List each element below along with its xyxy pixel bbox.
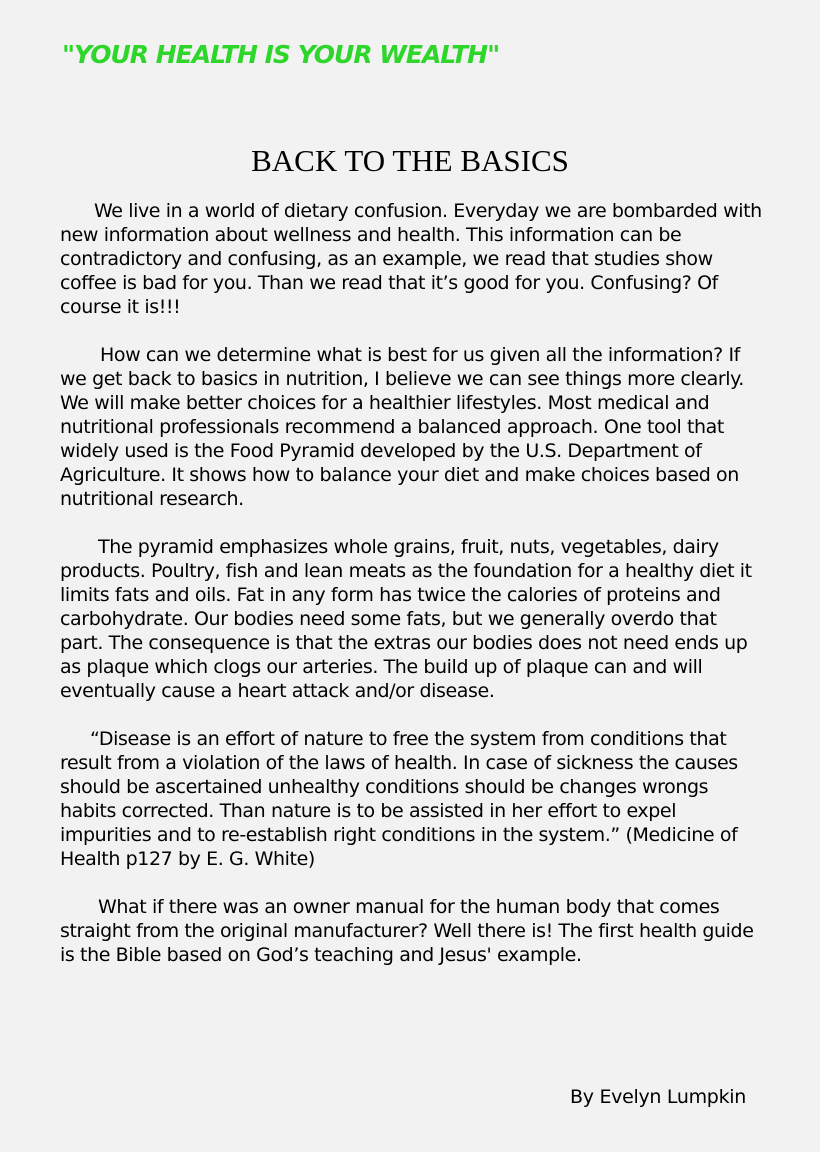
paragraph-3-text: The pyramid emphasizes whole grains, fruit, nuts, vegetables, dairy products. Poultry, fish and lean meats as the foundation for a healthy diet it limits fats and oils. Fat in any form has twice the calories of proteins and carbohydrate. Our bodies need some fats, but we generally overdo that part. The consequence is that the extras our bodies does not need ends up as plaque which clogs our arteries. The build up of plaque can and will eventually cause a heart attack and/or disease. (60, 536, 752, 702)
tagline: "YOUR HEALTH IS YOUR WEALTH" (62, 40, 500, 69)
paragraph-3 (60, 535, 765, 703)
paragraph-1 (60, 199, 765, 319)
paragraph-5-text: What if there was an owner manual for the human body that comes straight from the original manufacturer? Well there is! The first health guide is the Bible based on God’s teaching and Jesus' example. (60, 896, 754, 966)
paragraph-1-text: We live in a world of dietary confusion. Everyday we are bombarded with new information about wellness and health. This information can be contradictory and confusing, as an example, we read that studies show coffee is bad for you. Than we read that it’s good for you. Confusing? Of course it is!!! (60, 200, 762, 318)
page-title: BACK TO THE BASICS (251, 143, 569, 178)
paragraph-2 (60, 343, 765, 511)
paragraph-4-quote (60, 727, 765, 871)
paragraph-2-text: How can we determine what is best for us given all the information? If we get back to basics in nutrition, I believe we can see things more clearly. We will make better choices for a healthier lifestyles. Most medical and nutritional professionals recommend a balanced approach. One tool that widely used is the Food Pyramid developed by the U.S. Department of Agriculture. It shows how to balance your diet and make choices based on nutritional research. (60, 344, 744, 510)
article-body (60, 199, 765, 991)
paragraph-4-text: “Disease is an effort of nature to free the system from conditions that result from a violation of the laws of health. In case of sickness the causes should be ascertained unhealthy conditions should be changes wrongs habits corrected. Than nature is to be assisted in her effort to expel impurities and to re-establish right conditions in the system.” (Medicine of Health p127 by E. G. White) (60, 728, 738, 870)
author-byline: By Evelyn Lumpkin (570, 1086, 746, 1108)
paragraph-5 (60, 895, 765, 967)
